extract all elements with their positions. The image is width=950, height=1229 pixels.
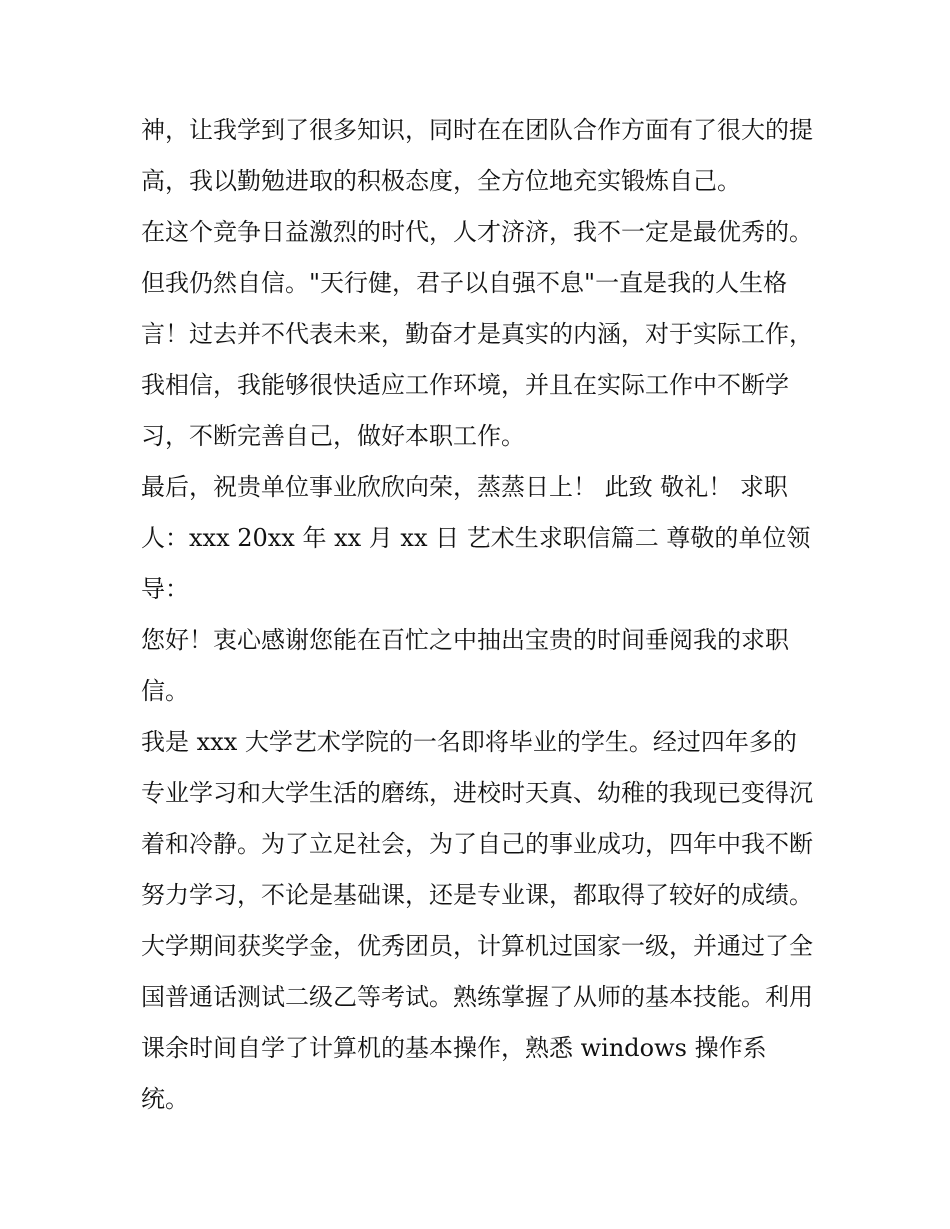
- paragraph-introduction: 我是 xxx 大学艺术学院的一名即将毕业的学生。经过四年多的专业学习和大学生活的磨练，进校时天真、幼稚的我现已变得沉着和冷静。为了立足社会，为了自己的事业成功，四年中我不断努力学习，不论是基础课，还是专业课，都取得了较好的成绩。大学期间获奖学金，优秀团员，计算机过国家一级，并通过了全国普通话测试二级乙等考试。熟练掌握了从师的基本技能。利用课余时间自学了计算机的基本操作，熟悉 windows 操作系统。: [141, 728, 813, 1113]
- paragraph-study-summary: 神，让我学到了很多知识，同时在在团队合作方面有了很大的提高，我以勤勉进取的积极态度，全方位地充实锻炼自己。: [141, 116, 813, 195]
- document-body: [141, 105, 813, 1125]
- paragraph-closing-greeting: 最后，祝贵单位事业欣欣向荣，蒸蒸日上！ 此致 敬礼！ 求职人：xxx 20xx 年 xx 月 xx 日 艺术生求职信篇二 尊敬的单位领导：: [141, 473, 811, 603]
- paragraph-self-confidence: 在这个竞争日益激烈的时代，人才济济，我不一定是最优秀的。但我仍然自信。"天行健，君子以自强不息"一直是我的人生格言！过去并不代表未来，勤奋才是真实的内涵，对于实际工作，我相信，我能够很快适应工作环境，并且在实际工作中不断学习，不断完善自己，做好本职工作。: [141, 218, 813, 450]
- paragraph-salutation: 您好！衷心感谢您能在百忙之中抽出宝贵的时间垂阅我的求职信。: [141, 626, 789, 705]
